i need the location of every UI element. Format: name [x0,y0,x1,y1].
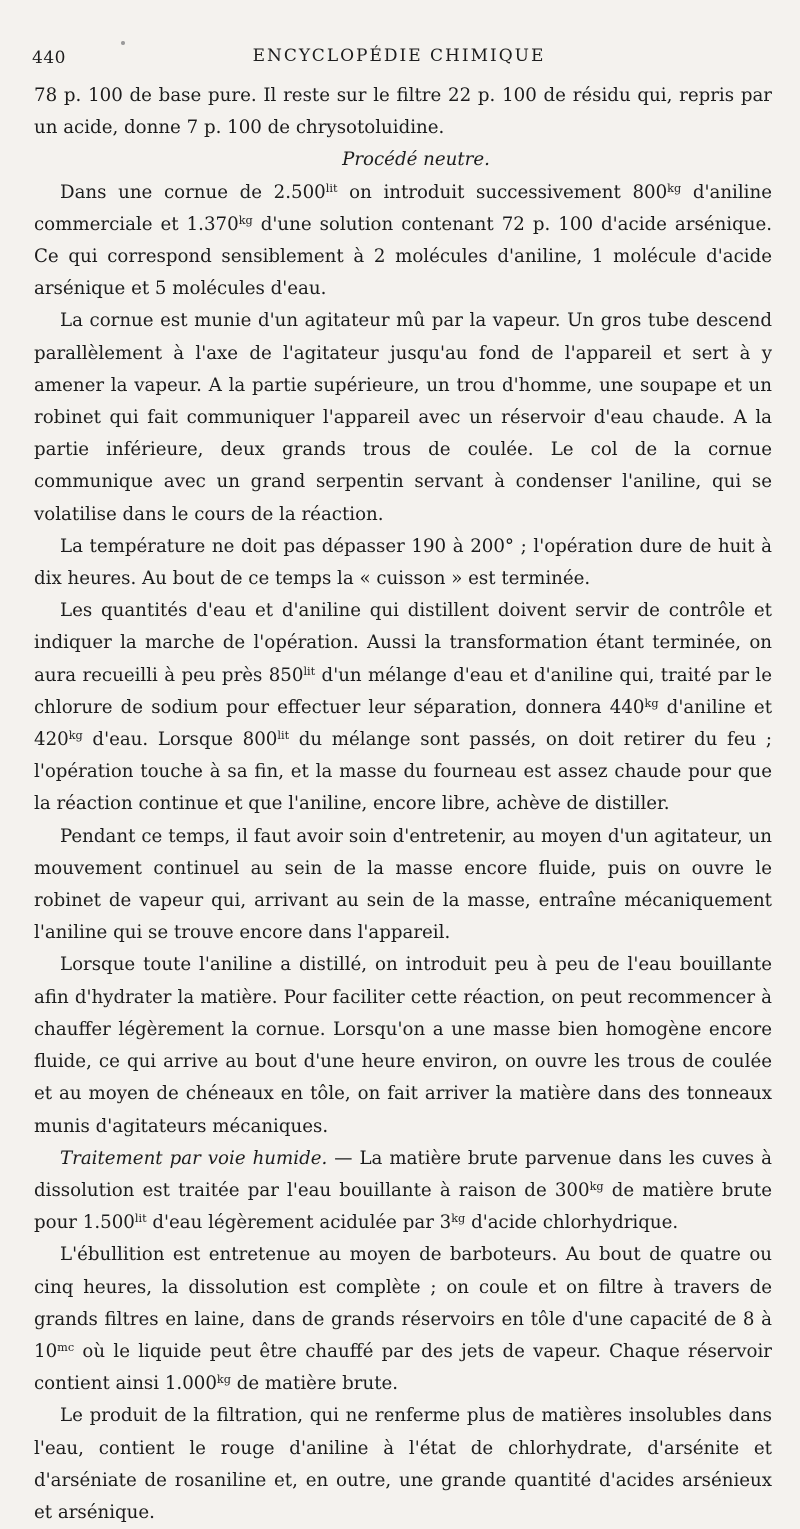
text-fragment: d'un mélange d'eau et d'aniline qui, traité par le chlorure de sodium pour effectuer leur séparation, donnera 440 [34,664,773,718]
unit-superscript: lit [277,728,290,742]
text-fragment: d'eau. Lorsque 800 [82,729,278,751]
text-fragment: d'aniline et 420 [34,696,773,751]
unit-superscript: lit [303,664,316,678]
page-number: 440 [32,48,66,68]
unit-superscript: kg [589,1179,604,1193]
unit-superscript: kg [68,728,83,742]
text-fragment: — La matière brute parvenue dans les cuves à dissolution est traitée par l'eau bouillante à raison de 300 [34,1147,772,1201]
unit-superscript: lit [134,1211,147,1225]
paragraph-4: La température ne doit pas dépasser 190 à 200° ; l'opération dure de huit à dix heures. Au bout de ce temps la « cuisson » est terminée. [34,535,772,590]
paragraph-2 [34,177,772,306]
unit-superscript: mc [57,1340,75,1354]
paragraph-10: Le produit de la filtration, qui ne renferme plus de matières insolubles dans l'eau, contient le rouge d'aniline à l'état de chlorhydrate, d'arsénite et d'arséniate de rosaniline et, en outre, une grande quantité d'acides arsénieux et arsénique. [34,1405,772,1523]
text-fragment: où le liquide peut être chauffé par des jets de vapeur. Chaque réservoir contient ainsi 1.000 [34,1340,772,1395]
running-title: ENCYCLOPÉDIE CHIMIQUE [252,46,546,66]
unit-superscript: kg [644,696,659,710]
paragraph-5 [34,595,772,820]
text-fragment: d'aniline commerciale et 1.370 [34,181,772,235]
text-fragment: d'une solution contenant 72 p. 100 d'acide arsénique. Ce qui correspond sensiblement à 2 molécules d'aniline, 1 molécule d'acide arsénique et 5 molécules d'eau. [34,213,772,300]
text-fragment: du mélange sont passés, on doit retirer du feu ; l'opération touche à sa fin, et la masse du fourneau est assez chaude pour que la réaction continue et que l'aniline, encore libre, achève de distiller. [34,729,772,815]
paragraph-8 [34,1143,772,1240]
paragraph-1: 78 p. 100 de base pure. Il reste sur le filtre 22 p. 100 de résidu qui, repris par un acide, donne 7 p. 100 de chrysotoluidine. [34,85,772,139]
text-fragment: d'acide chlorhydrique. [465,1212,679,1234]
page-header [28,40,770,70]
unit-superscript: kg [238,213,253,227]
paragraph-6: Pendant ce temps, il faut avoir soin d'entretenir, au moyen d'un agitateur, un mouvement continuel au sein de la masse encore fluide, puis on ouvre le robinet de vapeur qui, arrivant au sein de la masse, entraîne mécaniquement l'aniline qui se trouve encore dans l'appareil. [34,825,772,944]
text-fragment: d'eau légèrement acidulée par 3 [146,1212,452,1234]
text-fragment: on introduit successivement 800 [337,181,668,203]
text-fragment: Les quantités d'eau et d'aniline qui distillent doivent servir de contrôle et indiquer la marche de l'opération. Aussi la transformation étant terminée, on aura recueilli à peu près 850 [34,600,772,686]
paragraph-3: La cornue est munie d'un agitateur mû par la vapeur. Un gros tube descend parallèlement à l'axe de l'agitateur jusqu'au fond de l'appareil et sert à y amener la vapeur. A la partie supérieure, un trou d'homme, une soupape et un robinet qui fait communiquer l'appareil avec un réservoir d'eau chaude. A la partie inférieure, deux grands trous de coulée. Le col de la cornue communique avec un grand serpentin servant à condenser l'aniline, qui se volatilise dans le cours de la réaction. [34,310,772,525]
section-heading-procede-neutre: Procédé neutre. [342,149,490,171]
text-fragment: de matière brute pour 1.500 [34,1179,772,1234]
paragraph-9 [34,1239,772,1400]
unit-superscript: kg [451,1211,466,1225]
runin-heading-traitement: Traitement par voie humide. [60,1147,328,1169]
page-body [34,80,772,1529]
unit-superscript: kg [216,1372,231,1386]
unit-superscript: lit [325,181,338,195]
paragraph-7: Lorsque toute l'aniline a distillé, on introduit peu à peu de l'eau bouillante afin d'hydrater la matière. Pour faciliter cette réaction, on peut recommencer à chauffer légèrement la cornue. Lorsqu'on a une masse bien homogène encore fluide, ce qui arrive au bout d'une heure environ, on ouvre les trous de coulée et au moyen de chéneaux en tôle, on fait arriver la matière dans des tonneaux munis d'agitateurs mécaniques. [34,954,772,1137]
text-fragment: de matière brute. [230,1373,399,1395]
unit-superscript: kg [667,181,682,195]
text-fragment: L'ébullition est entretenue au moyen de barboteurs. Au bout de quatre ou cinq heures, la dissolution est complète ; on coule et on filtre à travers de grands filtres en laine, dans de grands réservoirs en tôle d'une capacité de 8 à 10 [34,1244,772,1362]
text-fragment: Dans une cornue de 2.500 [60,181,326,203]
